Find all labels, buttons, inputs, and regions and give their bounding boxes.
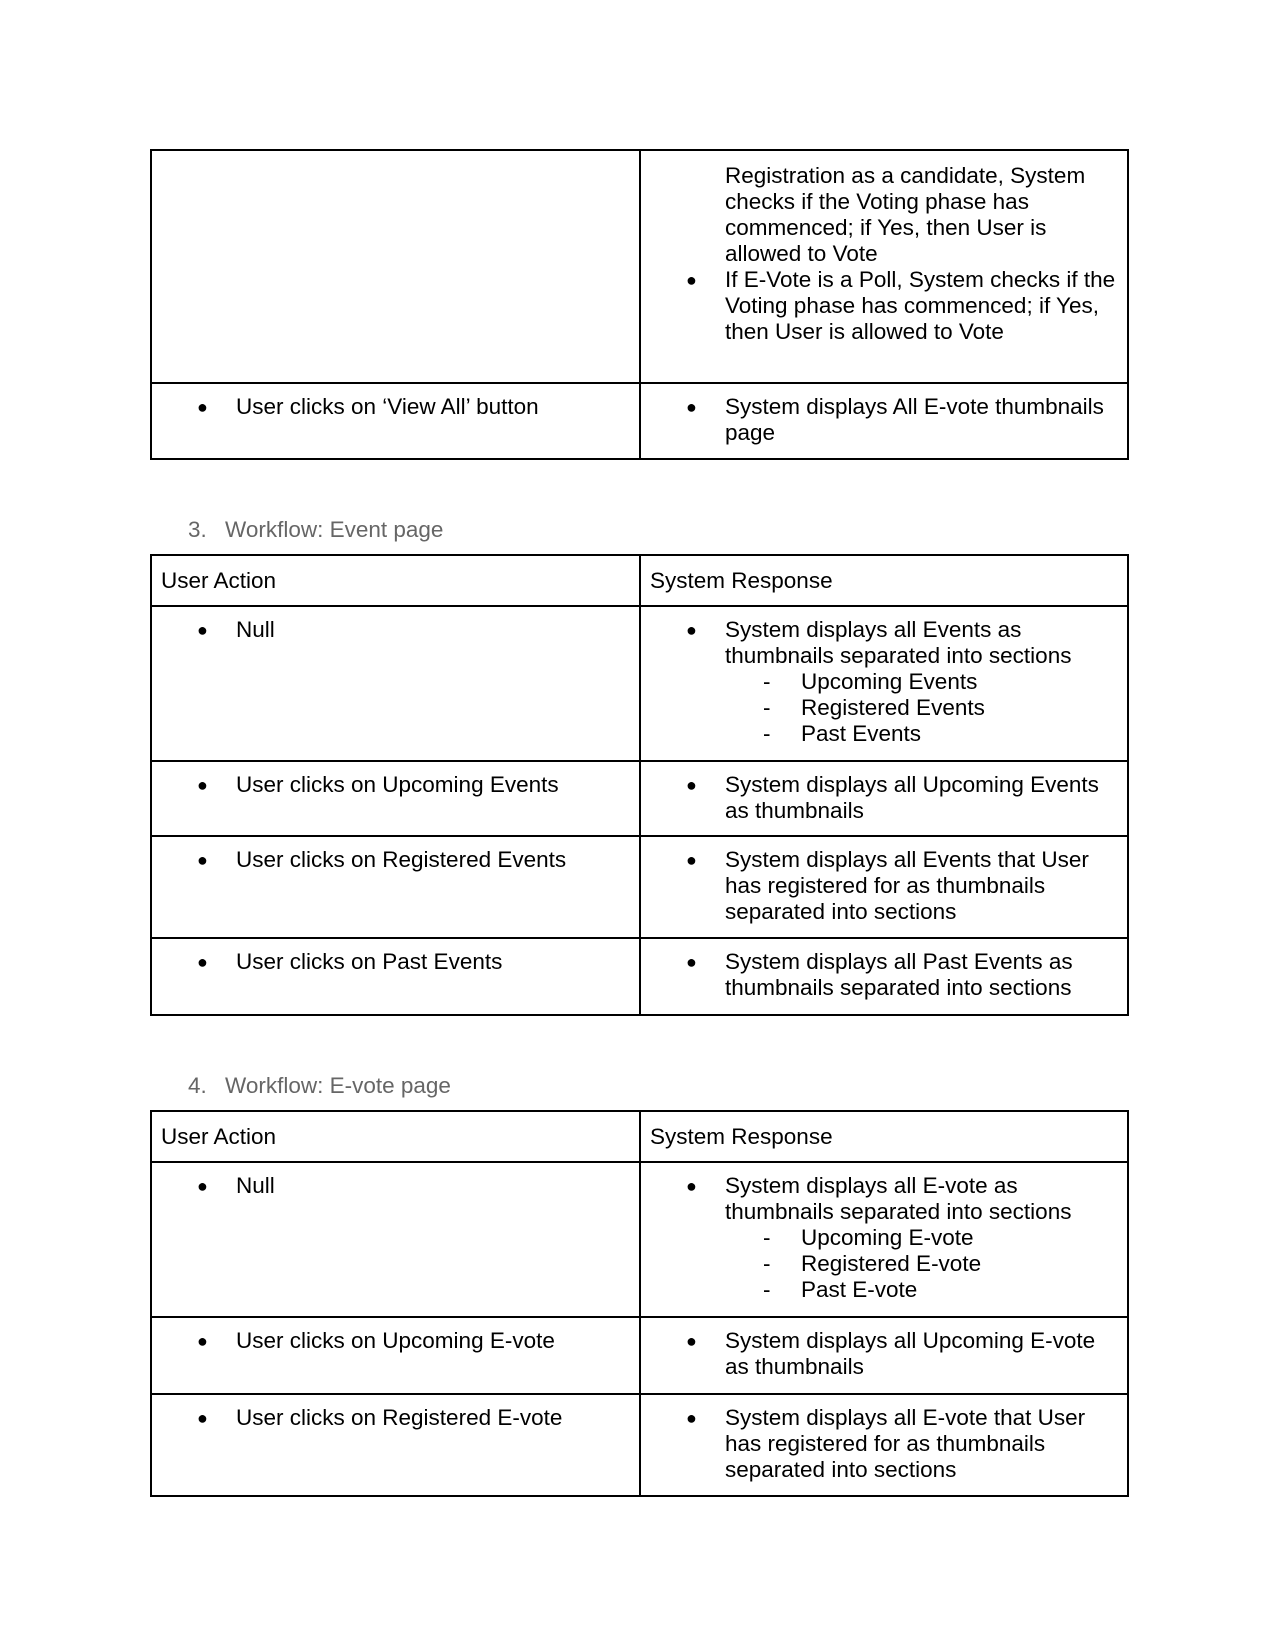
bullet-icon: ● [686,850,697,870]
bullet-icon: ● [197,620,208,640]
list-item [152,1328,639,1354]
list-item [152,949,639,975]
bullet-icon: ● [686,397,697,417]
table-row [151,938,1128,1015]
action-cell [151,383,640,459]
bullet-icon: ● [197,1176,208,1196]
list-item [152,847,639,873]
list-item [641,847,1127,925]
response-text: System displays all Events as thumbnails separated into sections [725,617,1072,668]
bullet-icon: ● [686,270,697,290]
continued-workflow-table [150,149,1129,460]
list-item [152,1405,639,1431]
section-number: 4. [188,1073,207,1098]
bullet-icon: ● [197,775,208,795]
response-text: System displays all E-vote as thumbnails separated into sections [725,1173,1072,1224]
section-heading-evote-page [188,1073,451,1099]
table-row [151,1394,1128,1496]
list-item [641,394,1127,446]
action-cell [151,150,640,383]
section-title: Workflow: E-vote page [225,1073,451,1098]
table-row [151,383,1128,459]
response-cell [640,1317,1128,1394]
bullet-icon: ● [686,952,697,972]
list-item [641,1173,1127,1225]
section-number: 3. [188,517,207,542]
table-row [151,150,1128,383]
list-item [641,949,1127,1001]
action-text: User clicks on Registered E-vote [236,1405,563,1430]
sub-list-item: - Registered Events [763,695,985,720]
action-cell [151,606,640,761]
action-text: Null [236,1173,275,1198]
bullet-icon: ● [686,1408,697,1428]
action-cell [151,1394,640,1496]
response-cell [640,1162,1128,1317]
section-heading-event-page [188,517,443,543]
table-row [151,606,1128,761]
bullet-icon: ● [197,397,208,417]
response-cell [640,761,1128,836]
action-cell [151,761,640,836]
sub-list-item: - Upcoming E-vote [763,1225,974,1250]
list-item [152,772,639,798]
sub-list-item: - Upcoming Events [763,669,978,694]
evote-workflow-table [150,1110,1129,1497]
dash-icon: - [763,669,771,694]
action-cell [151,1317,640,1394]
response-text: System displays all Upcoming Events as thumbnails [725,772,1099,823]
table-row [151,761,1128,836]
response-cell [640,150,1128,383]
list-item [152,617,639,643]
dash-icon: - [763,1251,771,1276]
list-item [641,772,1127,824]
action-text: User clicks on Registered Events [236,847,567,872]
dash-icon: - [763,1225,771,1250]
response-text: System displays all Events that User has registered for as thumbnails separated into sections [725,847,1089,924]
table-header-row [151,555,1128,606]
action-text: User clicks on Upcoming Events [236,772,559,797]
table-header-row [151,1111,1128,1162]
list-item [641,267,1127,345]
response-continued-text: Registration as a candidate, System checks if the Voting phase has commenced; if Yes, then User is allowed to Vote [725,163,1086,266]
response-cell [640,1394,1128,1496]
response-text: System displays all Upcoming E-vote as thumbnails [725,1328,1096,1379]
bullet-icon: ● [197,1331,208,1351]
response-text: If E-Vote is a Poll, System checks if the Voting phase has commenced; if Yes, then User is allowed to Vote [725,267,1116,344]
bullet-icon: ● [686,1331,697,1351]
header-user-action: User Action [151,1111,640,1162]
header-user-action: User Action [151,555,640,606]
section-title: Workflow: Event page [225,517,444,542]
dash-icon: - [763,721,771,746]
action-cell [151,836,640,938]
header-system-response: System Response [640,1111,1128,1162]
header-system-response: System Response [640,555,1128,606]
sub-list-item: - Past Events [763,721,922,746]
response-text: System displays all E-vote that User has registered for as thumbnails separated into sections [725,1405,1086,1482]
action-cell [151,938,640,1015]
action-text: User clicks on Past Events [236,949,503,974]
sub-list-item: - Registered E-vote [763,1251,982,1276]
table-row [151,1162,1128,1317]
bullet-icon: ● [686,1176,697,1196]
event-workflow-table [150,554,1129,1016]
response-text: System displays All E-vote thumbnails page [725,394,1104,445]
table-row [151,1317,1128,1394]
dash-icon: - [763,695,771,720]
response-cell [640,836,1128,938]
bullet-icon: ● [197,1408,208,1428]
action-cell [151,1162,640,1317]
list-item [152,1173,639,1199]
dash-icon: - [763,1277,771,1302]
list-item [641,1405,1127,1483]
action-text: User clicks on Upcoming E-vote [236,1328,555,1353]
list-item [152,394,639,420]
bullet-icon: ● [197,850,208,870]
table-row [151,836,1128,938]
action-text: User clicks on ‘View All’ button [236,394,539,419]
bullet-icon: ● [197,952,208,972]
sub-list-item: - Past E-vote [763,1277,918,1302]
response-text: System displays all Past Events as thumbnails separated into sections [725,949,1073,1000]
response-cell [640,383,1128,459]
bullet-icon: ● [686,620,697,640]
bullet-icon: ● [686,775,697,795]
response-cell [640,938,1128,1015]
list-item [641,1328,1127,1380]
action-text: Null [236,617,275,642]
list-item [641,617,1127,669]
response-cell [640,606,1128,761]
